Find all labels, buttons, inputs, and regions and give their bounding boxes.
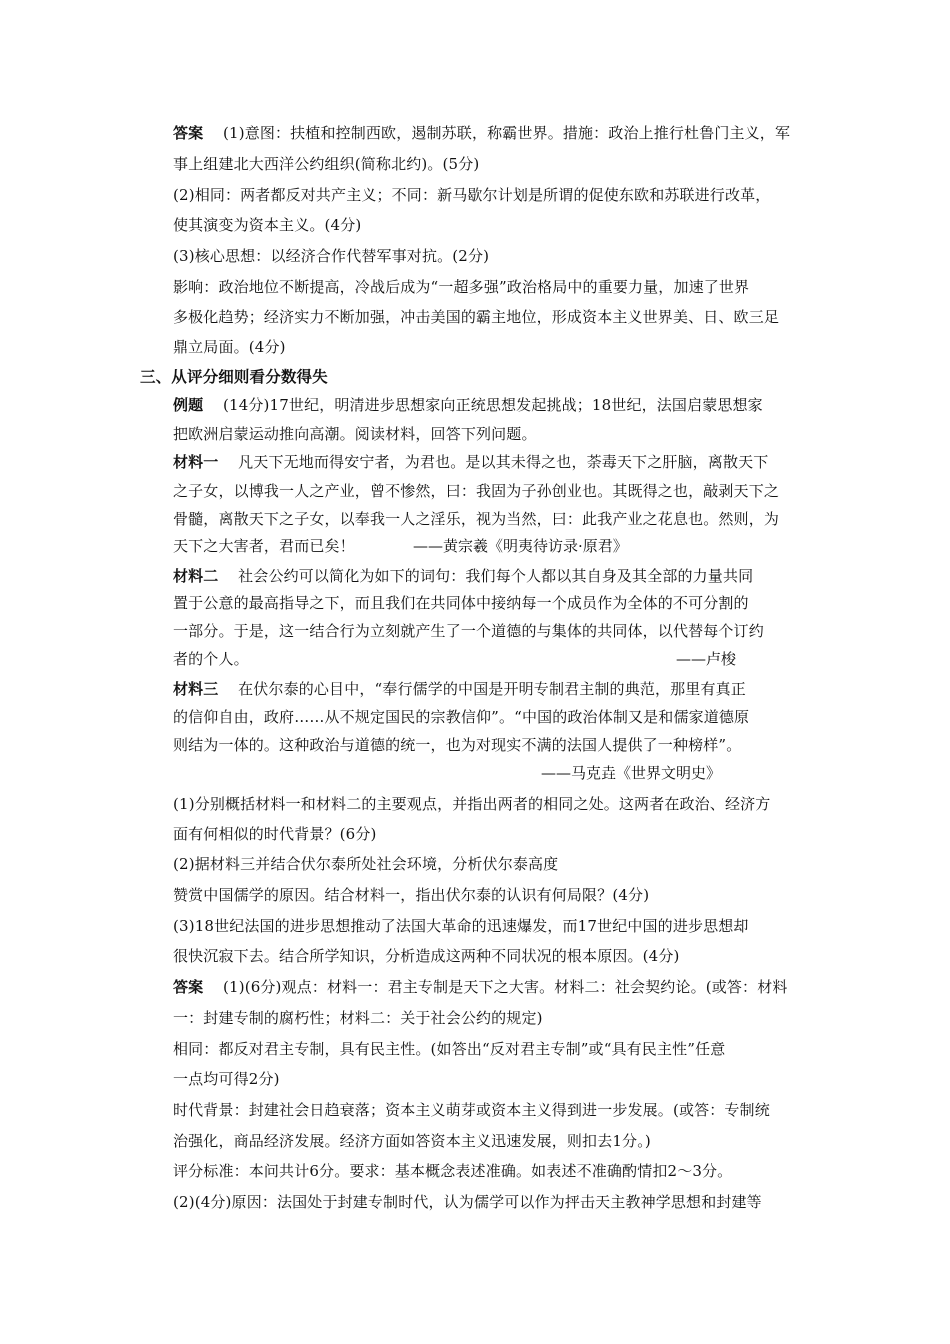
answer-line-3: 一点均可得2分)	[173, 1070, 280, 1088]
material2-source: ——卢梭	[676, 650, 737, 668]
answer1-line-2: (2)相同：两者都反对共产主义；不同：新马歇尔计划是所谓的促使东欧和苏联进行改革，	[173, 186, 771, 204]
question-line-0: (1)分别概括材料一和材料二的主要观点，并指出两者的相同之处。这两者在政治、经济方	[173, 795, 771, 813]
material3-label: 材料三	[173, 680, 219, 698]
material1-line-1: 之子女，以博我一人之产业，曾不惨然，曰：我固为子孙创业也。其既得之也，敲剥天下之	[173, 482, 780, 500]
answer-line-2: 相同：都反对君主专制，具有民主性。(如答出“反对君主专制”或“具有民主性”任意	[173, 1040, 726, 1058]
example-label: 例题	[173, 396, 204, 414]
question-line-3: 赞赏中国儒学的原因。结合材料一，指出伏尔泰的认识有何局限？(4分)	[173, 886, 650, 904]
question-line-5: 很快沉寂下去。结合所学知识，分析造成这两种不同状况的根本原因。(4分)	[173, 947, 680, 965]
answer1-line-5: 影响：政治地位不断提高，冷战后成为“一超多强”政治格局中的重要力量，加速了世界	[173, 278, 750, 296]
example-line-0: 例题 (14分)17世纪，明清进步思想家向正统思想发起挑战；18世纪，法国启蒙思想家	[173, 396, 763, 414]
answer1-line-3: 使其演变为资本主义。(4分)	[173, 216, 362, 234]
material2-line-1: 置于公意的最高指导之下，而且我们在共同体中接纳每一个成员作为全体的不可分割的	[173, 594, 749, 612]
material2-label: 材料二	[173, 567, 219, 585]
material1-line-0: 材料一 凡天下无地而得安宁者，为君也。是以其未得之也，荼毒天下之肝脑，离散天下	[173, 453, 769, 471]
answer-line-0: 答案 (1)(6分)观点：材料一：君主专制是天下之大害。材料二：社会契约论。(或答：材料	[173, 978, 788, 996]
answer-line-5: 治强化，商品经济发展。经济方面如答资本主义迅速发展，则扣去1分。)	[173, 1132, 651, 1150]
answer-line-6: 评分标准：本问共计6分。要求：基本概念表述准确。如表述不准确酌情扣2～3分。	[173, 1162, 733, 1180]
material1-label: 材料一	[173, 453, 219, 471]
material2-line-3: 者的个人。	[173, 650, 249, 668]
example-line-1: 把欧洲启蒙运动推向高潮。阅读材料，回答下列问题。	[173, 425, 537, 443]
answer-label: 答案	[173, 124, 204, 142]
answer1-line-4: (3)核心思想：以经济合作代替军事对抗。(2分)	[173, 247, 490, 265]
material3-line-0: 材料三 在伏尔泰的心目中，“奉行儒学的中国是开明专制君主制的典范，那里有真正	[173, 680, 746, 698]
material3-line-2: 则结为一体的。这种政治与道德的统一，也为对现实不满的法国人提供了一种榜样”。	[173, 736, 742, 754]
question-line-1: 面有何相似的时代背景？(6分)	[173, 825, 377, 843]
answer-line-4: 时代背景：封建社会日趋衰落；资本主义萌芽或资本主义得到进一步发展。(或答：专制统	[173, 1101, 770, 1119]
answer1-line-6: 多极化趋势；经济实力不断加强，冲击美国的霸主地位，形成资本主义世界美、日、欧三足	[173, 308, 780, 326]
answer-line-7: (2)(4分)原因：法国处于封建专制时代，认为儒学可以作为抨击天主教神学思想和封建等	[173, 1193, 762, 1211]
section-heading: 三、从评分细则看分数得失	[140, 367, 328, 386]
material1-line-2: 骨髓，离散天下之子女，以奉我一人之淫乐，视为当然，曰：此我产业之花息也。然则，为	[173, 510, 780, 528]
material2-line-2: 一部分。于是，这一结合行为立刻就产生了一个道德的与集体的共同体，以代替每个订约	[173, 622, 764, 640]
answer-label-2: 答案	[173, 978, 204, 996]
question-line-4: (3)18世纪法国的进步思想推动了法国大革命的迅速爆发，而17世纪中国的进步思想却	[173, 917, 749, 935]
answer1-line-7: 鼎立局面。(4分)	[173, 338, 286, 356]
answer1-line-0: 答案 (1)意图：扶植和控制西欧，遏制苏联，称霸世界。措施：政治上推行杜鲁门主义，军	[173, 124, 791, 142]
material2-line-0: 材料二 社会公约可以简化为如下的词句：我们每个人都以其自身及其全部的力量共同	[173, 567, 754, 585]
material3-line-1: 的信仰自由，政府……从不规定国民的宗教信仰”。“中国的政治体制又是和儒家道德原	[173, 708, 750, 726]
material1-source: ——黄宗羲《明夷待访录·原君》	[413, 537, 628, 555]
answer1-line-1: 事上组建北大西洋公约组织(简称北约)。(5分)	[173, 155, 480, 173]
material3-source: ——马克垚《世界文明史》	[541, 764, 722, 782]
material1-line-3: 天下之大害者，君而已矣！	[173, 537, 355, 555]
question-line-2: (2)据材料三并结合伏尔泰所处社会环境，分析伏尔泰高度	[173, 855, 559, 873]
answer-line-1: 一：封建专制的腐朽性；材料二：关于社会公约的规定)	[173, 1009, 543, 1027]
